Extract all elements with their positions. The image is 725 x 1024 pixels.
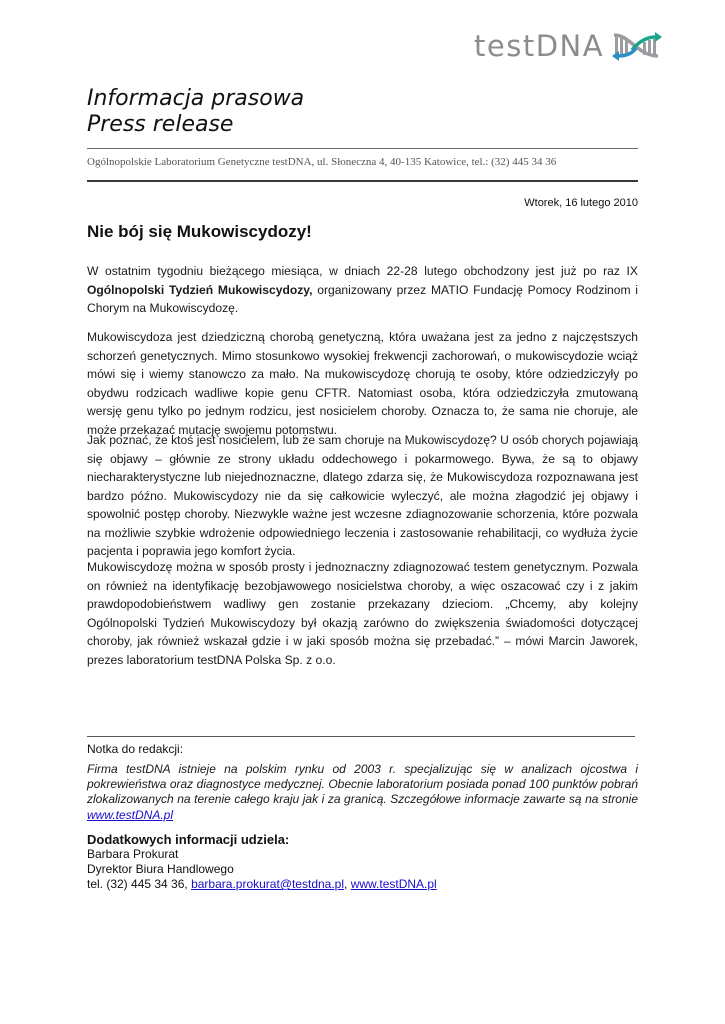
paragraph-4: Mukowiscydozę można w sposób prosty i jednoznaczny zdiagnozować testem genetycznym. Pozwala on również na identyfikację bezobjawowego nosicielstwa choroby, a więc oszacować czy i z jakim prawdopodobieństwem wadliwy gen zostanie przekazany dzieciom. „Chcemy, aby kolejny Ogólnopolski Tydzień Mukowiscydozy był okazją zarówno do zwiększenia świadomości dotyczącej choroby, jak również wskazał gdzie i w jaki sposób można się przebadać.” – mówi Marcin Jaworek, prezes laboratorium testDNA Polska Sp. z o.o.	[87, 560, 638, 667]
header-divider-bottom	[87, 180, 638, 182]
contact-name: Barbara Prokurat	[87, 847, 179, 861]
testdna-logo	[474, 28, 662, 64]
release-date: Wtorek, 16 lutego 2010	[524, 197, 638, 209]
heading-english: Press release	[87, 112, 234, 137]
contact-website-link[interactable]: www.testDNA.pl	[350, 877, 437, 891]
note-divider	[87, 736, 635, 737]
contact-block	[87, 832, 437, 892]
note-body	[87, 762, 638, 823]
note-text: Firma testDNA istnieje na polskim rynku od 2003 r. specjalizując się w analizach ojcostwa i pokrewieństwa oraz diagnostyce medycznej. Obecnie laboratorium posiada ponad 100 punktów pobrań zlokalizowanych na terenie całego kraju jak i za granicą. Szczegółowe informacje zawarte są na stronie	[87, 762, 638, 807]
contact-details	[87, 877, 437, 892]
contact-separator: ,	[344, 877, 351, 891]
event-name: Ogólnopolski Tydzień Mukowiscydozy,	[87, 282, 313, 297]
article-title: Nie bój się Mukowiscydozy!	[87, 222, 312, 241]
contact-phone: tel. (32) 445 34 36,	[87, 877, 192, 891]
note-website-link[interactable]: www.testDNA.pl	[87, 807, 174, 822]
paragraph-1-rest: organizowany przez MATIO Fundację Pomocy Rodzinom i Chorym na Mukowiscydozę.	[87, 282, 638, 315]
company-address: Ogólnopolskie Laboratorium Genetyczne testDNA, ul. Słoneczna 4, 40-135 Katowice, tel.: (32) 445 34 36	[87, 156, 557, 168]
press-release-heading	[87, 86, 304, 138]
contact-title: Dodatkowych informacji udziela:	[87, 832, 290, 847]
dna-helix-icon	[612, 30, 662, 62]
logo-text: testDNA	[474, 28, 605, 63]
paragraph-1	[87, 262, 638, 318]
heading-polish: Informacja prasowa	[87, 86, 305, 111]
paragraph-3: Jak poznać, że ktoś jest nosicielem, lub że sam choruje na Mukowiscydozę? U osób chorych pojawiają się objawy – głównie ze strony układu oddechowego i pokarmowego. Bywa, że są to objawy niecharakterystyczne lub niejednoznaczne, dlatego zdarza się, że Mukowiscydoza rozpoznawana jest bardzo późno. Mukowiscydozy nie da się całkowicie wyleczyć, ale można złagodzić jej objawy i spowolnić postęp choroby. Niezwykle ważne jest wczesne zdiagnozowanie schorzenia, które pozwala na możliwie szybkie wdrożenie odpowiedniego leczenia i zastosowanie rehabilitacji, co wydłuża życie pacjenta i poprawia jego komfort życia.	[87, 433, 638, 558]
contact-email-link[interactable]: barbara.prokurat@testdna.pl	[191, 877, 345, 891]
header-divider-top	[87, 148, 638, 149]
note-label: Notka do redakcji:	[87, 742, 184, 756]
paragraph-1-intro: W ostatnim tygodniu bieżącego miesiąca, w dniach 22-28 lutego obchodzony jest już po raz IX	[87, 264, 638, 278]
paragraph-2: Mukowiscydoza jest dziedziczną chorobą genetyczną, która uważana jest za jedno z najczęstszych schorzeń genetycznych. Mimo stosunkowo wysokiej frekwencji zachorowań, o mukowiscydozie wciąż mówi się i wiemy stanowczo za mało. Na mukowiscydozę chorują te osoby, które odziedziczyły po obydwu rodzicach wadliwe kopie genu CFTR. Natomiast osoba, która odziedziczyła zmutowaną wersję genu tylko po jednym rodzicu, jest nosicielem choroby. Oznacza to, że sama nie choruje, ale może przekazać mutację swojemu potomstwu.	[87, 330, 638, 437]
contact-position: Dyrektor Biura Handlowego	[87, 862, 234, 876]
